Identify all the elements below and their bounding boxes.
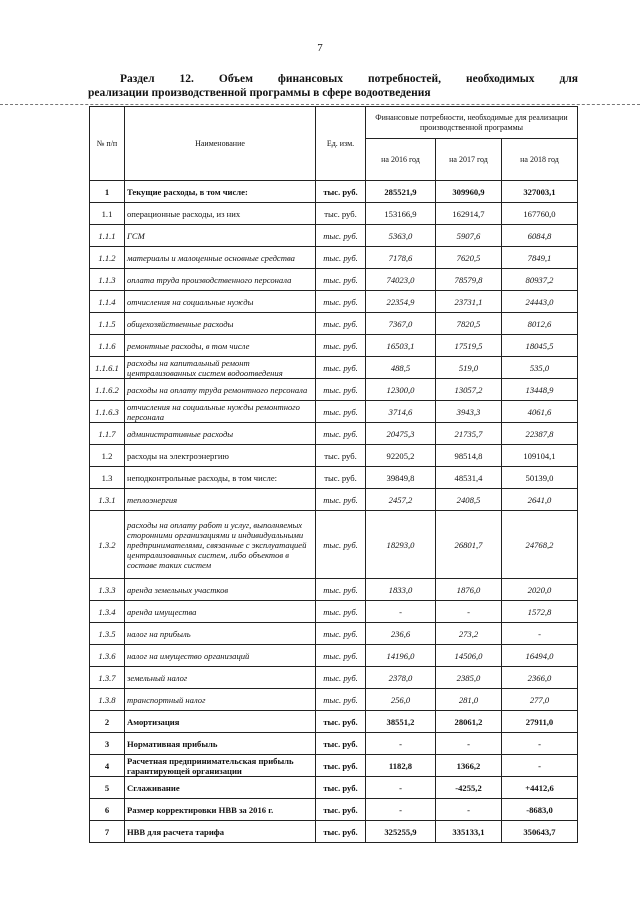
- row-value-2017: 162914,7: [436, 203, 502, 225]
- row-name: налог на имущество организаций: [125, 645, 316, 667]
- row-value-2018: 16494,0: [502, 645, 578, 667]
- row-unit: тыс. руб.: [316, 645, 366, 667]
- row-name: отчисления на социальные нужды ремонтного персонала: [125, 401, 316, 423]
- table-row: [90, 601, 578, 623]
- table-row: [90, 821, 578, 843]
- row-unit: тыс. руб.: [316, 733, 366, 755]
- row-number: 1: [90, 181, 125, 203]
- table-row: [90, 225, 578, 247]
- row-value-2016: 7367,0: [366, 313, 436, 335]
- row-name: неподконтрольные расходы, в том числе:: [125, 467, 316, 489]
- table-row: [90, 203, 578, 225]
- row-name: Размер корректировки НВВ за 2016 г.: [125, 799, 316, 821]
- row-name: ГСМ: [125, 225, 316, 247]
- row-number: 1.3: [90, 467, 125, 489]
- row-value-2017: 7620,5: [436, 247, 502, 269]
- row-name: Текущие расходы, в том числе:: [125, 181, 316, 203]
- row-unit: тыс. руб.: [316, 799, 366, 821]
- table-row: [90, 379, 578, 401]
- row-number: 3: [90, 733, 125, 755]
- row-value-2016: 256,0: [366, 689, 436, 711]
- row-unit: тыс. руб.: [316, 203, 366, 225]
- row-value-2016: 5363,0: [366, 225, 436, 247]
- row-number: 1.3.3: [90, 579, 125, 601]
- row-value-2016: 1182,8: [366, 755, 436, 777]
- table-row: [90, 645, 578, 667]
- row-value-2018: 24443,0: [502, 291, 578, 313]
- table-row: [90, 291, 578, 313]
- row-value-2018: -8683,0: [502, 799, 578, 821]
- row-value-2018: 8012,6: [502, 313, 578, 335]
- row-number: 1.3.1: [90, 489, 125, 511]
- header-num: № п/п: [90, 107, 125, 181]
- row-name: операционные расходы, из них: [125, 203, 316, 225]
- row-value-2016: 2457,2: [366, 489, 436, 511]
- row-value-2018: 6084,8: [502, 225, 578, 247]
- row-value-2017: 21735,7: [436, 423, 502, 445]
- row-value-2017: 335133,1: [436, 821, 502, 843]
- row-number: 6: [90, 799, 125, 821]
- row-unit: тыс. руб.: [316, 511, 366, 579]
- row-name: Нормативная прибыль: [125, 733, 316, 755]
- section-title-line2: реализации производственной программы в сфере водоотведения: [88, 87, 431, 99]
- row-number: 1.3.2: [90, 511, 125, 579]
- row-value-2017: 78579,8: [436, 269, 502, 291]
- table-row: [90, 755, 578, 777]
- row-value-2017: 23731,1: [436, 291, 502, 313]
- row-value-2016: 18293,0: [366, 511, 436, 579]
- row-value-2017: -4255,2: [436, 777, 502, 799]
- row-value-2016: 285521,9: [366, 181, 436, 203]
- row-value-2017: -: [436, 733, 502, 755]
- row-unit: тыс. руб.: [316, 247, 366, 269]
- row-value-2018: 2366,0: [502, 667, 578, 689]
- row-unit: тыс. руб.: [316, 711, 366, 733]
- row-value-2016: 92205,2: [366, 445, 436, 467]
- row-value-2017: 28061,2: [436, 711, 502, 733]
- table-row: [90, 467, 578, 489]
- table-body: [90, 181, 578, 843]
- row-value-2018: 109104,1: [502, 445, 578, 467]
- row-name: отчисления на социальные нужды: [125, 291, 316, 313]
- row-number: 1.1.6: [90, 335, 125, 357]
- row-value-2018: -: [502, 733, 578, 755]
- row-number: 1.1.1: [90, 225, 125, 247]
- row-value-2016: -: [366, 799, 436, 821]
- row-number: 1.1.6.2: [90, 379, 125, 401]
- row-number: 7: [90, 821, 125, 843]
- row-value-2017: 26801,7: [436, 511, 502, 579]
- header-finance: Финансовые потребности, необходимые для реализации производственной программы: [366, 107, 578, 139]
- row-value-2017: 17519,5: [436, 335, 502, 357]
- row-number: 1.3.4: [90, 601, 125, 623]
- row-unit: тыс. руб.: [316, 401, 366, 423]
- row-value-2018: +4412,6: [502, 777, 578, 799]
- row-number: 1.1.5: [90, 313, 125, 335]
- table-row: [90, 181, 578, 203]
- row-unit: тыс. руб.: [316, 445, 366, 467]
- table-row: [90, 799, 578, 821]
- table-row: [90, 777, 578, 799]
- row-unit: тыс. руб.: [316, 269, 366, 291]
- row-value-2017: 3943,3: [436, 401, 502, 423]
- row-unit: тыс. руб.: [316, 579, 366, 601]
- row-name: административные расходы: [125, 423, 316, 445]
- row-name: Сглаживание: [125, 777, 316, 799]
- row-value-2017: 48531,4: [436, 467, 502, 489]
- row-value-2018: 167760,0: [502, 203, 578, 225]
- row-name: земельный налог: [125, 667, 316, 689]
- table-row: [90, 579, 578, 601]
- table-row: [90, 313, 578, 335]
- table-row: [90, 489, 578, 511]
- row-value-2016: 12300,0: [366, 379, 436, 401]
- row-value-2016: 16503,1: [366, 335, 436, 357]
- row-value-2017: 2408,5: [436, 489, 502, 511]
- row-number: 1.3.6: [90, 645, 125, 667]
- row-name: Амортизация: [125, 711, 316, 733]
- row-unit: тыс. руб.: [316, 379, 366, 401]
- row-unit: тыс. руб.: [316, 423, 366, 445]
- finance-table: [89, 106, 578, 843]
- table-row: [90, 269, 578, 291]
- row-number: 1.2: [90, 445, 125, 467]
- row-number: 1.1.3: [90, 269, 125, 291]
- row-number: 1.1.6.3: [90, 401, 125, 423]
- row-value-2016: 22354,9: [366, 291, 436, 313]
- table-row: [90, 623, 578, 645]
- row-value-2018: 24768,2: [502, 511, 578, 579]
- row-unit: тыс. руб.: [316, 225, 366, 247]
- row-value-2018: 2641,0: [502, 489, 578, 511]
- row-value-2016: 74023,0: [366, 269, 436, 291]
- page-number: 7: [317, 42, 323, 54]
- row-value-2017: 5907,6: [436, 225, 502, 247]
- row-name: расходы на оплату работ и услуг, выполняемых сторонними организациями и индивидуальными предпринимателями, связанные с эксплуатацией централизованных систем, либо объектов в составе таких систем: [125, 511, 316, 579]
- row-unit: тыс. руб.: [316, 689, 366, 711]
- row-value-2016: 7178,6: [366, 247, 436, 269]
- row-value-2017: 281,0: [436, 689, 502, 711]
- row-name: расходы на электроэнергию: [125, 445, 316, 467]
- row-name: транспортный налог: [125, 689, 316, 711]
- table-row: [90, 689, 578, 711]
- row-value-2016: -: [366, 777, 436, 799]
- row-name: аренда имущества: [125, 601, 316, 623]
- row-unit: тыс. руб.: [316, 755, 366, 777]
- row-value-2016: 38551,2: [366, 711, 436, 733]
- row-unit: тыс. руб.: [316, 821, 366, 843]
- row-value-2016: 39849,8: [366, 467, 436, 489]
- row-value-2017: 519,0: [436, 357, 502, 379]
- row-name: общехозяйственные расходы: [125, 313, 316, 335]
- row-value-2017: 2385,0: [436, 667, 502, 689]
- row-value-2016: 14196,0: [366, 645, 436, 667]
- row-value-2018: 2020,0: [502, 579, 578, 601]
- row-value-2017: 273,2: [436, 623, 502, 645]
- row-number: 5: [90, 777, 125, 799]
- table-row: [90, 335, 578, 357]
- row-value-2018: 277,0: [502, 689, 578, 711]
- row-value-2017: 309960,9: [436, 181, 502, 203]
- row-value-2017: -: [436, 601, 502, 623]
- row-unit: тыс. руб.: [316, 623, 366, 645]
- divider: [0, 104, 640, 105]
- row-name: аренда земельных участков: [125, 579, 316, 601]
- row-number: 1.3.5: [90, 623, 125, 645]
- table-row: [90, 357, 578, 379]
- row-value-2018: 535,0: [502, 357, 578, 379]
- row-value-2018: -: [502, 755, 578, 777]
- row-number: 1.1.4: [90, 291, 125, 313]
- row-value-2018: 350643,7: [502, 821, 578, 843]
- row-number: 4: [90, 755, 125, 777]
- row-value-2016: 153166,9: [366, 203, 436, 225]
- row-value-2016: 2378,0: [366, 667, 436, 689]
- row-value-2016: 3714,6: [366, 401, 436, 423]
- row-value-2017: 13057,2: [436, 379, 502, 401]
- row-name: ремонтные расходы, в том числе: [125, 335, 316, 357]
- row-value-2016: 325255,9: [366, 821, 436, 843]
- row-name: расходы на капитальный ремонт централизованных систем водоотведения: [125, 357, 316, 379]
- row-value-2016: 488,5: [366, 357, 436, 379]
- header-2018: на 2018 год: [502, 139, 578, 181]
- row-value-2017: -: [436, 799, 502, 821]
- row-number: 1.3.7: [90, 667, 125, 689]
- row-unit: тыс. руб.: [316, 313, 366, 335]
- header-2016: на 2016 год: [366, 139, 436, 181]
- row-number: 2: [90, 711, 125, 733]
- table-row: [90, 511, 578, 579]
- row-value-2018: 1572,8: [502, 601, 578, 623]
- table-row: [90, 667, 578, 689]
- table-row: [90, 733, 578, 755]
- row-number: 1.1.2: [90, 247, 125, 269]
- row-value-2018: 50139,0: [502, 467, 578, 489]
- row-value-2018: 4061,6: [502, 401, 578, 423]
- row-unit: тыс. руб.: [316, 467, 366, 489]
- row-name: налог на прибыль: [125, 623, 316, 645]
- row-value-2016: 1833,0: [366, 579, 436, 601]
- table-row: [90, 401, 578, 423]
- header-unit: Ед. изм.: [316, 107, 366, 181]
- row-value-2016: 20475,3: [366, 423, 436, 445]
- table-row: [90, 711, 578, 733]
- row-name: материалы и малоценные основные средства: [125, 247, 316, 269]
- header-2017: на 2017 год: [436, 139, 502, 181]
- row-value-2018: 13448,9: [502, 379, 578, 401]
- row-name: НВВ для расчета тарифа: [125, 821, 316, 843]
- row-value-2017: 98514,8: [436, 445, 502, 467]
- row-value-2018: 7849,1: [502, 247, 578, 269]
- row-value-2017: 1876,0: [436, 579, 502, 601]
- row-name: расходы на оплату труда ремонтного персонала: [125, 379, 316, 401]
- row-value-2016: 236,6: [366, 623, 436, 645]
- row-value-2018: 27911,0: [502, 711, 578, 733]
- row-number: 1.1.7: [90, 423, 125, 445]
- row-number: 1.3.8: [90, 689, 125, 711]
- row-unit: тыс. руб.: [316, 181, 366, 203]
- row-name: Расчетная предпринимательская прибыль гарантирующей организации: [125, 755, 316, 777]
- table-row: [90, 423, 578, 445]
- row-name: теплоэнергия: [125, 489, 316, 511]
- row-value-2016: -: [366, 601, 436, 623]
- row-number: 1.1.6.1: [90, 357, 125, 379]
- row-unit: тыс. руб.: [316, 777, 366, 799]
- row-value-2017: 1366,2: [436, 755, 502, 777]
- row-value-2017: 7820,5: [436, 313, 502, 335]
- row-value-2018: 80937,2: [502, 269, 578, 291]
- row-value-2018: -: [502, 623, 578, 645]
- row-unit: тыс. руб.: [316, 601, 366, 623]
- row-unit: тыс. руб.: [316, 667, 366, 689]
- section-title-line1: Раздел 12. Объем финансовых потребностей, необходимых для: [120, 73, 578, 85]
- row-value-2018: 327003,1: [502, 181, 578, 203]
- row-value-2016: -: [366, 733, 436, 755]
- row-unit: тыс. руб.: [316, 357, 366, 379]
- row-unit: тыс. руб.: [316, 291, 366, 313]
- row-name: оплата труда производственного персонала: [125, 269, 316, 291]
- row-value-2017: 14506,0: [436, 645, 502, 667]
- row-value-2018: 22387,8: [502, 423, 578, 445]
- table-row: [90, 247, 578, 269]
- header-name: Наименование: [125, 107, 316, 181]
- row-number: 1.1: [90, 203, 125, 225]
- row-unit: тыс. руб.: [316, 335, 366, 357]
- section-title: [88, 72, 578, 100]
- row-value-2018: 18045,5: [502, 335, 578, 357]
- table-row: [90, 445, 578, 467]
- row-unit: тыс. руб.: [316, 489, 366, 511]
